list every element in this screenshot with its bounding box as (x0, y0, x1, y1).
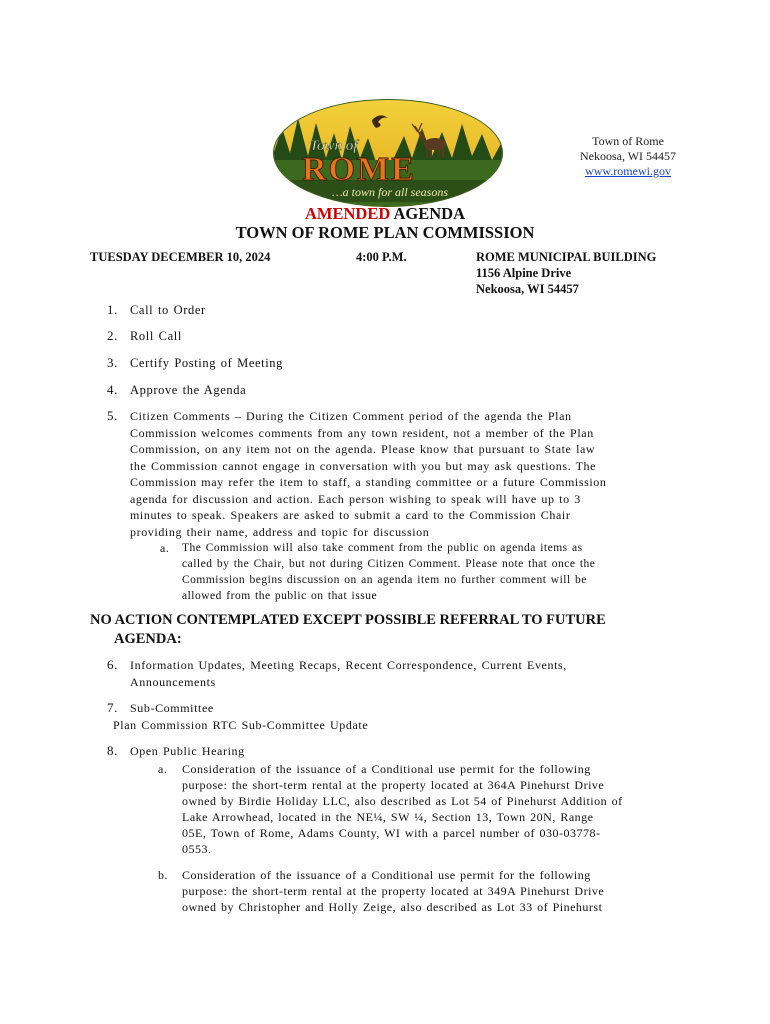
website-link[interactable]: www.romewi.gov (585, 164, 671, 178)
text-line: Commission welcomes comments from any town resident, not a member of the Plan (130, 425, 594, 440)
item-number: 6. (107, 657, 118, 672)
text-line: purpose: the short-term rental at the property located at 349A Pinehurst Drive (182, 884, 605, 898)
text-line: Consideration of the issuance of a Conditional use permit for the following (182, 762, 591, 776)
sub-letter: a. (158, 762, 168, 776)
item-number: 8. (107, 743, 118, 758)
text-line: agenda for discussion and action. Each person wishing to speak will have up to 3 (130, 491, 581, 506)
item-number: 5. (107, 408, 118, 423)
meeting-location (476, 249, 656, 297)
sub-letter: a. (160, 541, 170, 555)
svg-text:ROME: ROME (302, 151, 416, 188)
text-line: minutes to speak. Speakers are asked to submit a card to the Commission Chair (130, 508, 571, 522)
no-action-heading (90, 611, 690, 649)
item-text: Certify Posting of Meeting (130, 356, 283, 370)
text-line: purpose: the short-term rental at the property located at 364A Pinehurst Drive (182, 778, 605, 792)
location-street: 1156 Alpine Drive (476, 266, 572, 280)
text-line: allowed from the public on that issue (182, 590, 378, 602)
sub-text (182, 761, 682, 857)
item-number: 1. (107, 302, 118, 317)
item-number: 4. (107, 382, 118, 397)
logo-graphic (272, 98, 504, 208)
text-line: Consideration of the issuance of a Conditional use permit for the following (182, 868, 591, 882)
subcommittee-detail: Plan Commission RTC Sub-Committee Update (113, 718, 369, 732)
item-number: 7. (107, 700, 118, 715)
item-text: Roll Call (130, 329, 182, 343)
svg-text:…a town for all seasons: …a town for all seasons (332, 185, 449, 199)
heading-line-1: NO ACTION CONTEMPLATED EXCEPT POSSIBLE REFERRAL TO FUTURE (90, 612, 606, 628)
text-line: providing their name, address and topic for discussion (130, 524, 430, 539)
text-line: 0553. (182, 842, 212, 856)
item-text: Call to Order (130, 303, 206, 317)
text-line: 05E, Town of Rome, Adams County, WI with a parcel number of 030-03778- (182, 826, 601, 840)
sub-text (182, 867, 682, 915)
town-of-rome-logo (272, 98, 504, 208)
item-text: Approve the Agenda (130, 383, 247, 397)
meeting-date: TUESDAY DECEMBER 10, 2024 (90, 250, 271, 264)
commission-title: TOWN OF ROME PLAN COMMISSION (235, 223, 535, 242)
text-line: called by the Chair, but not during Citizen Comment. Please note that once the (182, 558, 596, 570)
location-city: Nekoosa, WI 54457 (476, 282, 579, 296)
text-line: owned by Christopher and Holly Zeige, also described as Lot 33 of Pinehurst (182, 900, 603, 914)
heading-line-2: AGENDA: (114, 631, 182, 647)
address-line-1: Town of Rome (592, 134, 664, 148)
town-address (548, 134, 708, 179)
text-line: Commission, on any item not on the agenda. Please know that pursuant to State law (130, 442, 596, 456)
amended-label: AMENDED (305, 204, 391, 223)
item-text: Open Public Hearing (130, 744, 245, 758)
text-line: Lake Arrowhead, located in the NE¼, SW ¼, Section 13, Town 20N, Range (182, 810, 594, 824)
sub-letter: b. (158, 868, 168, 882)
svg-text:Town of: Town of (310, 138, 358, 154)
item-number: 2. (107, 328, 118, 343)
address-line-2: Nekoosa, WI 54457 (579, 149, 677, 163)
item-number: 3. (107, 355, 118, 370)
citizen-comments-text (130, 408, 690, 540)
text-line: Information Updates, Meeting Recaps, Recent Correspondence, Current Events, (130, 658, 567, 672)
item-text (130, 657, 690, 690)
text-line: Commission begins discussion on an agenda item no further comment will be (182, 574, 587, 586)
text-line: Citizen Comments – During the Citizen Comment period of the agenda the Plan (130, 409, 572, 423)
location-name: ROME MUNICIPAL BUILDING (476, 250, 657, 264)
text-line: The Commission will also take comment from the public on agenda items as (182, 542, 583, 554)
meeting-time: 4:00 P.M. (356, 250, 407, 264)
item-text: Sub-Committee (130, 701, 214, 715)
text-line: the Commission cannot engage in conversation with you but may ask questions. The (130, 458, 597, 473)
sub-text (182, 540, 682, 604)
agenda-title (0, 204, 770, 224)
text-line: owned by Birdie Holiday LLC, also described as Lot 54 of Pinehurst Addition of (182, 794, 623, 808)
text-line: Commission may refer the item to staff, a standing committee or a future Commission (130, 475, 607, 489)
agenda-label: AGENDA (390, 204, 465, 223)
text-line: Announcements (130, 674, 216, 689)
